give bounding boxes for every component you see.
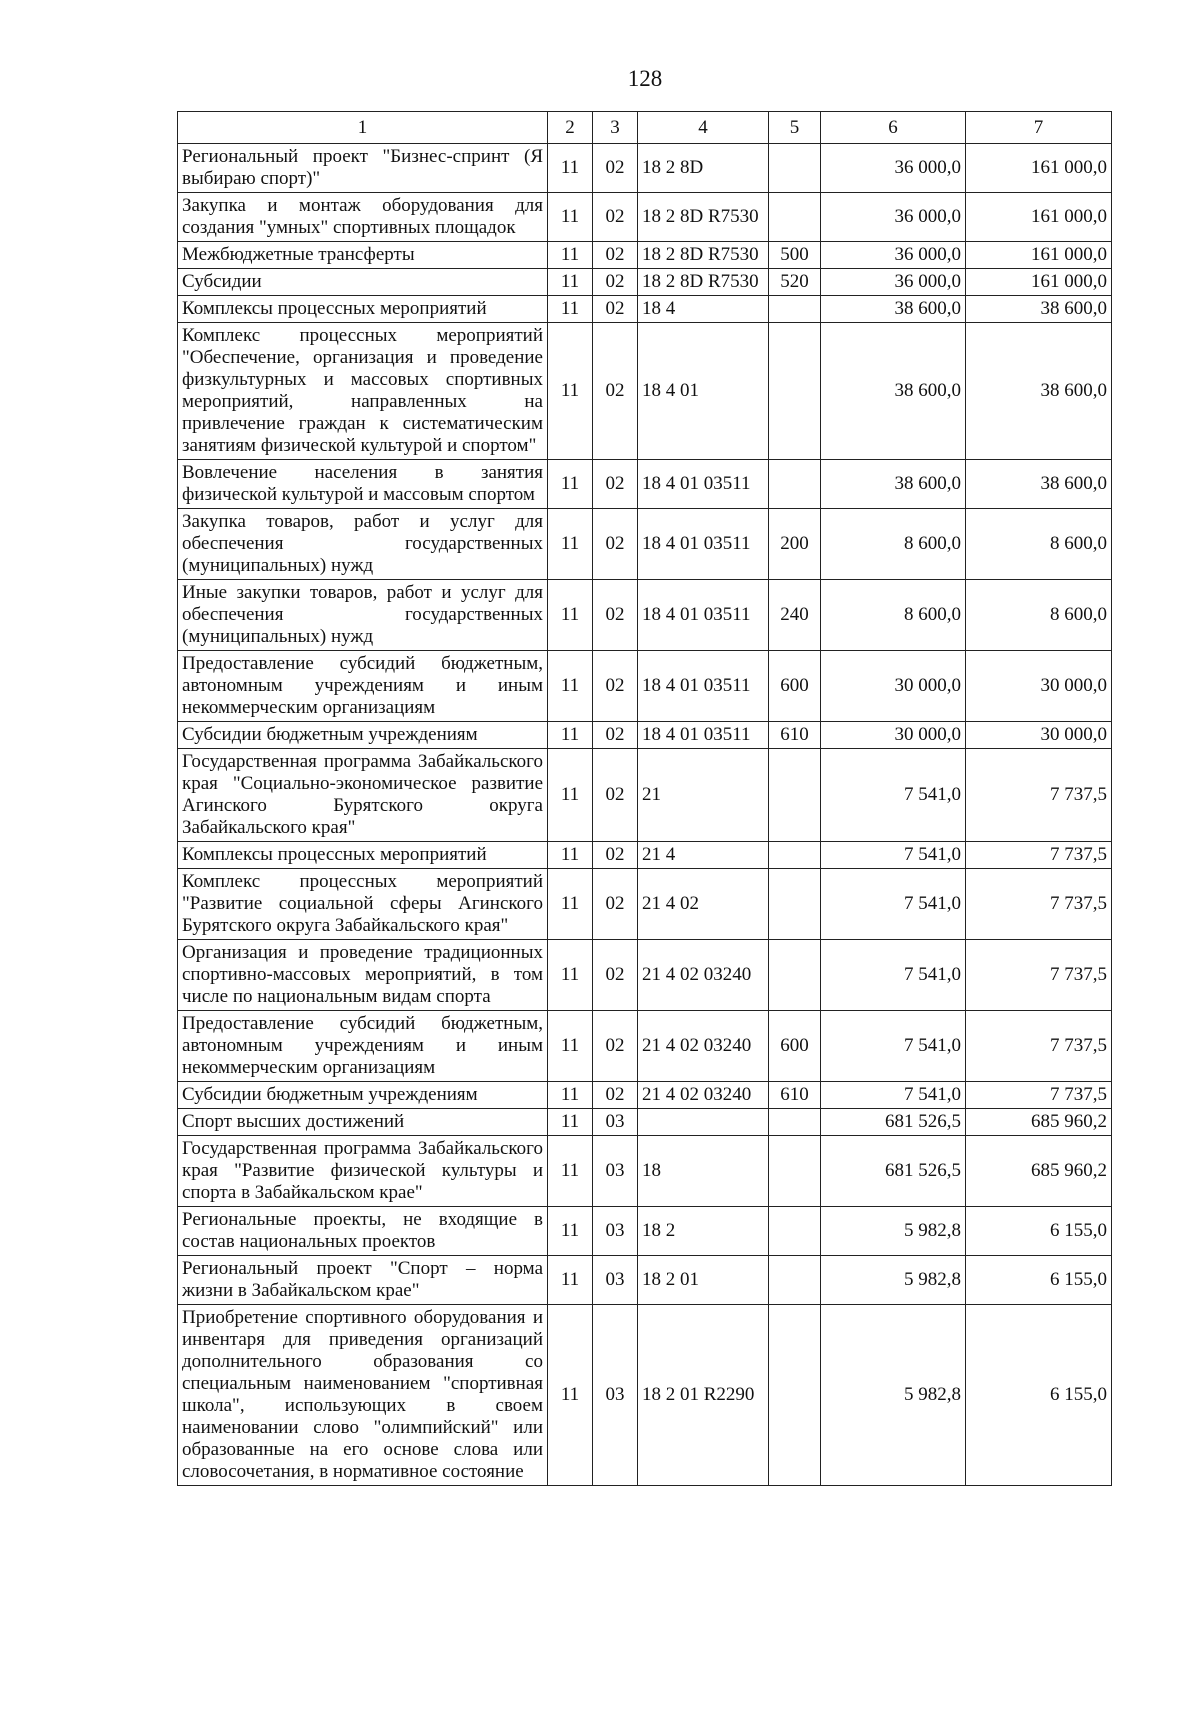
expense-type-cell xyxy=(769,1305,821,1486)
item-name-cell: Предоставление субсидий бюджетным, автономным учреждениям и иным некоммерческим организациям xyxy=(178,651,548,722)
expense-type-cell xyxy=(769,842,821,869)
item-name-cell: Иные закупки товаров, работ и услуг для обеспечения государственных (муниципальных) нужд xyxy=(178,580,548,651)
expense-type-cell: 240 xyxy=(769,580,821,651)
amount-col7-cell: 7 737,5 xyxy=(966,749,1112,842)
amount-col6-cell: 7 541,0 xyxy=(821,749,966,842)
expense-type-cell xyxy=(769,1256,821,1305)
item-name-cell: Региональный проект "Бизнес-спринт (Я выбираю спорт)" xyxy=(178,144,548,193)
amount-col7-cell: 685 960,2 xyxy=(966,1109,1112,1136)
expense-type-cell: 610 xyxy=(769,722,821,749)
amount-col6-cell: 36 000,0 xyxy=(821,242,966,269)
section-cell: 11 xyxy=(548,1305,593,1486)
column-header-3: 3 xyxy=(593,112,638,144)
section-cell: 11 xyxy=(548,940,593,1011)
expense-type-cell: 500 xyxy=(769,242,821,269)
amount-col6-cell: 7 541,0 xyxy=(821,842,966,869)
target-article-cell: 21 xyxy=(638,749,769,842)
table-row xyxy=(178,269,1112,296)
table-row xyxy=(178,296,1112,323)
table-row xyxy=(178,1136,1112,1207)
amount-col6-cell: 5 982,8 xyxy=(821,1207,966,1256)
subsection-cell: 02 xyxy=(593,269,638,296)
target-article-cell: 18 4 01 xyxy=(638,323,769,460)
table-row xyxy=(178,242,1112,269)
table-row xyxy=(178,749,1112,842)
expense-type-cell xyxy=(769,193,821,242)
amount-col7-cell: 8 600,0 xyxy=(966,580,1112,651)
subsection-cell: 03 xyxy=(593,1207,638,1256)
subsection-cell: 02 xyxy=(593,651,638,722)
amount-col7-cell: 685 960,2 xyxy=(966,1136,1112,1207)
subsection-cell: 02 xyxy=(593,1011,638,1082)
amount-col6-cell: 681 526,5 xyxy=(821,1136,966,1207)
amount-col7-cell: 30 000,0 xyxy=(966,651,1112,722)
column-header-4: 4 xyxy=(638,112,769,144)
table-row xyxy=(178,1082,1112,1109)
section-cell: 11 xyxy=(548,869,593,940)
section-cell: 11 xyxy=(548,193,593,242)
target-article-cell: 18 xyxy=(638,1136,769,1207)
expense-type-cell xyxy=(769,323,821,460)
section-cell: 11 xyxy=(548,242,593,269)
amount-col6-cell: 8 600,0 xyxy=(821,580,966,651)
amount-col6-cell: 7 541,0 xyxy=(821,940,966,1011)
section-cell: 11 xyxy=(548,722,593,749)
section-cell: 11 xyxy=(548,842,593,869)
amount-col7-cell: 6 155,0 xyxy=(966,1256,1112,1305)
item-name-cell: Региональные проекты, не входящие в состав национальных проектов xyxy=(178,1207,548,1256)
target-article-cell: 21 4 02 03240 xyxy=(638,1082,769,1109)
item-name-cell: Спорт высших достижений xyxy=(178,1109,548,1136)
subsection-cell: 02 xyxy=(593,144,638,193)
expense-type-cell xyxy=(769,749,821,842)
expense-type-cell xyxy=(769,940,821,1011)
expense-type-cell: 610 xyxy=(769,1082,821,1109)
item-name-cell: Комплекс процессных мероприятий "Обеспечение, организация и проведение физкультурных и массовых спортивных мероприятий, направленных на привлечение граждан к систематическим занятиям физической культурой и спортом" xyxy=(178,323,548,460)
target-article-cell: 18 4 01 03511 xyxy=(638,460,769,509)
amount-col7-cell: 7 737,5 xyxy=(966,940,1112,1011)
item-name-cell: Субсидии бюджетным учреждениям xyxy=(178,1082,548,1109)
target-article-cell: 18 2 8D xyxy=(638,144,769,193)
table-row xyxy=(178,460,1112,509)
item-name-cell: Предоставление субсидий бюджетным, автономным учреждениям и иным некоммерческим организациям xyxy=(178,1011,548,1082)
subsection-cell: 02 xyxy=(593,869,638,940)
budget-table xyxy=(177,111,1112,1486)
amount-col7-cell: 161 000,0 xyxy=(966,269,1112,296)
subsection-cell: 02 xyxy=(593,1082,638,1109)
amount-col6-cell: 38 600,0 xyxy=(821,296,966,323)
subsection-cell: 03 xyxy=(593,1305,638,1486)
target-article-cell: 18 4 xyxy=(638,296,769,323)
item-name-cell: Субсидии бюджетным учреждениям xyxy=(178,722,548,749)
section-cell: 11 xyxy=(548,1136,593,1207)
table-row xyxy=(178,323,1112,460)
section-cell: 11 xyxy=(548,580,593,651)
table-row xyxy=(178,940,1112,1011)
item-name-cell: Комплекс процессных мероприятий "Развитие социальной сферы Агинского Бурятского округа Забайкальского края" xyxy=(178,869,548,940)
target-article-cell: 18 4 01 03511 xyxy=(638,509,769,580)
table-row xyxy=(178,144,1112,193)
section-cell: 11 xyxy=(548,651,593,722)
section-cell: 11 xyxy=(548,749,593,842)
item-name-cell: Вовлечение населения в занятия физической культурой и массовым спортом xyxy=(178,460,548,509)
page-number: 128 xyxy=(627,66,663,91)
amount-col7-cell: 7 737,5 xyxy=(966,1082,1112,1109)
expense-type-cell xyxy=(769,460,821,509)
target-article-cell: 21 4 02 xyxy=(638,869,769,940)
item-name-cell: Комплексы процессных мероприятий xyxy=(178,296,548,323)
amount-col6-cell: 7 541,0 xyxy=(821,1082,966,1109)
item-name-cell: Закупка и монтаж оборудования для создания "умных" спортивных площадок xyxy=(178,193,548,242)
item-name-cell: Региональный проект "Спорт – норма жизни в Забайкальском крае" xyxy=(178,1256,548,1305)
amount-col7-cell: 38 600,0 xyxy=(966,323,1112,460)
section-cell: 11 xyxy=(548,323,593,460)
column-header-1: 1 xyxy=(178,112,548,144)
table-row xyxy=(178,1109,1112,1136)
section-cell: 11 xyxy=(548,1109,593,1136)
subsection-cell: 02 xyxy=(593,940,638,1011)
amount-col7-cell: 7 737,5 xyxy=(966,842,1112,869)
item-name-cell: Межбюджетные трансферты xyxy=(178,242,548,269)
amount-col7-cell: 161 000,0 xyxy=(966,193,1112,242)
amount-col7-cell: 7 737,5 xyxy=(966,869,1112,940)
target-article-cell: 18 2 01 xyxy=(638,1256,769,1305)
table-row xyxy=(178,1011,1112,1082)
expense-type-cell xyxy=(769,869,821,940)
target-article-cell: 18 4 01 03511 xyxy=(638,722,769,749)
target-article-cell: 18 4 01 03511 xyxy=(638,651,769,722)
section-cell: 11 xyxy=(548,509,593,580)
subsection-cell: 02 xyxy=(593,722,638,749)
subsection-cell: 02 xyxy=(593,296,638,323)
header-row xyxy=(178,112,1112,144)
item-name-cell: Организация и проведение традиционных спортивно-массовых мероприятий, в том числе по национальным видам спорта xyxy=(178,940,548,1011)
item-name-cell: Государственная программа Забайкальского края "Развитие физической культуры и спорта в Забайкальском крае" xyxy=(178,1136,548,1207)
table-row xyxy=(178,1207,1112,1256)
amount-col6-cell: 5 982,8 xyxy=(821,1256,966,1305)
amount-col7-cell: 161 000,0 xyxy=(966,242,1112,269)
amount-col6-cell: 36 000,0 xyxy=(821,144,966,193)
table-row xyxy=(178,869,1112,940)
amount-col6-cell: 30 000,0 xyxy=(821,722,966,749)
table-body xyxy=(178,144,1112,1486)
amount-col7-cell: 6 155,0 xyxy=(966,1305,1112,1486)
subsection-cell: 02 xyxy=(593,323,638,460)
table-header xyxy=(178,112,1112,144)
expense-type-cell: 520 xyxy=(769,269,821,296)
table-row xyxy=(178,1256,1112,1305)
section-cell: 11 xyxy=(548,144,593,193)
amount-col7-cell: 161 000,0 xyxy=(966,144,1112,193)
amount-col7-cell: 6 155,0 xyxy=(966,1207,1112,1256)
expense-type-cell: 600 xyxy=(769,1011,821,1082)
target-article-cell: 21 4 02 03240 xyxy=(638,1011,769,1082)
amount-col7-cell: 38 600,0 xyxy=(966,460,1112,509)
target-article-cell: 21 4 xyxy=(638,842,769,869)
column-header-6: 6 xyxy=(821,112,966,144)
subsection-cell: 02 xyxy=(593,749,638,842)
table-row xyxy=(178,842,1112,869)
amount-col6-cell: 38 600,0 xyxy=(821,460,966,509)
column-header-2: 2 xyxy=(548,112,593,144)
table-row xyxy=(178,722,1112,749)
amount-col6-cell: 36 000,0 xyxy=(821,193,966,242)
section-cell: 11 xyxy=(548,296,593,323)
amount-col6-cell: 7 541,0 xyxy=(821,869,966,940)
amount-col7-cell: 8 600,0 xyxy=(966,509,1112,580)
amount-col6-cell: 38 600,0 xyxy=(821,323,966,460)
section-cell: 11 xyxy=(548,1011,593,1082)
section-cell: 11 xyxy=(548,1082,593,1109)
subsection-cell: 02 xyxy=(593,460,638,509)
subsection-cell: 03 xyxy=(593,1256,638,1305)
expense-type-cell: 200 xyxy=(769,509,821,580)
subsection-cell: 02 xyxy=(593,242,638,269)
amount-col7-cell: 7 737,5 xyxy=(966,1011,1112,1082)
subsection-cell: 02 xyxy=(593,842,638,869)
column-header-5: 5 xyxy=(769,112,821,144)
expense-type-cell xyxy=(769,1207,821,1256)
expense-type-cell xyxy=(769,1109,821,1136)
expense-type-cell xyxy=(769,296,821,323)
item-name-cell: Государственная программа Забайкальского края "Социально-экономическое развитие Агинского Бурятского округа Забайкальского края" xyxy=(178,749,548,842)
target-article-cell: 21 4 02 03240 xyxy=(638,940,769,1011)
expense-type-cell xyxy=(769,1136,821,1207)
subsection-cell: 03 xyxy=(593,1109,638,1136)
target-article-cell: 18 2 8D R7530 xyxy=(638,193,769,242)
amount-col6-cell: 36 000,0 xyxy=(821,269,966,296)
section-cell: 11 xyxy=(548,1256,593,1305)
table-row xyxy=(178,1305,1112,1486)
item-name-cell: Комплексы процессных мероприятий xyxy=(178,842,548,869)
item-name-cell: Приобретение спортивного оборудования и инвентаря для приведения организаций дополнительного образования со специальным наименованием "спортивная школа", использующих в своем наименовании слово "олимпийский" или образованные на его основе слова или словосочетания, в нормативное состояние xyxy=(178,1305,548,1486)
section-cell: 11 xyxy=(548,1207,593,1256)
table-row xyxy=(178,580,1112,651)
target-article-cell: 18 2 01 R2290 xyxy=(638,1305,769,1486)
subsection-cell: 02 xyxy=(593,580,638,651)
expense-type-cell: 600 xyxy=(769,651,821,722)
subsection-cell: 03 xyxy=(593,1136,638,1207)
section-cell: 11 xyxy=(548,460,593,509)
target-article-cell: 18 2 8D R7530 xyxy=(638,269,769,296)
item-name-cell: Закупка товаров, работ и услуг для обеспечения государственных (муниципальных) нужд xyxy=(178,509,548,580)
target-article-cell: 18 4 01 03511 xyxy=(638,580,769,651)
section-cell: 11 xyxy=(548,269,593,296)
amount-col6-cell: 681 526,5 xyxy=(821,1109,966,1136)
amount-col6-cell: 30 000,0 xyxy=(821,651,966,722)
amount-col7-cell: 38 600,0 xyxy=(966,296,1112,323)
amount-col6-cell: 5 982,8 xyxy=(821,1305,966,1486)
amount-col7-cell: 30 000,0 xyxy=(966,722,1112,749)
expense-type-cell xyxy=(769,144,821,193)
table-row xyxy=(178,651,1112,722)
subsection-cell: 02 xyxy=(593,193,638,242)
amount-col6-cell: 7 541,0 xyxy=(821,1011,966,1082)
table-row xyxy=(178,509,1112,580)
target-article-cell xyxy=(638,1109,769,1136)
amount-col6-cell: 8 600,0 xyxy=(821,509,966,580)
column-header-7: 7 xyxy=(966,112,1112,144)
target-article-cell: 18 2 8D R7530 xyxy=(638,242,769,269)
table-row xyxy=(178,193,1112,242)
subsection-cell: 02 xyxy=(593,509,638,580)
target-article-cell: 18 2 xyxy=(638,1207,769,1256)
item-name-cell: Субсидии xyxy=(178,269,548,296)
